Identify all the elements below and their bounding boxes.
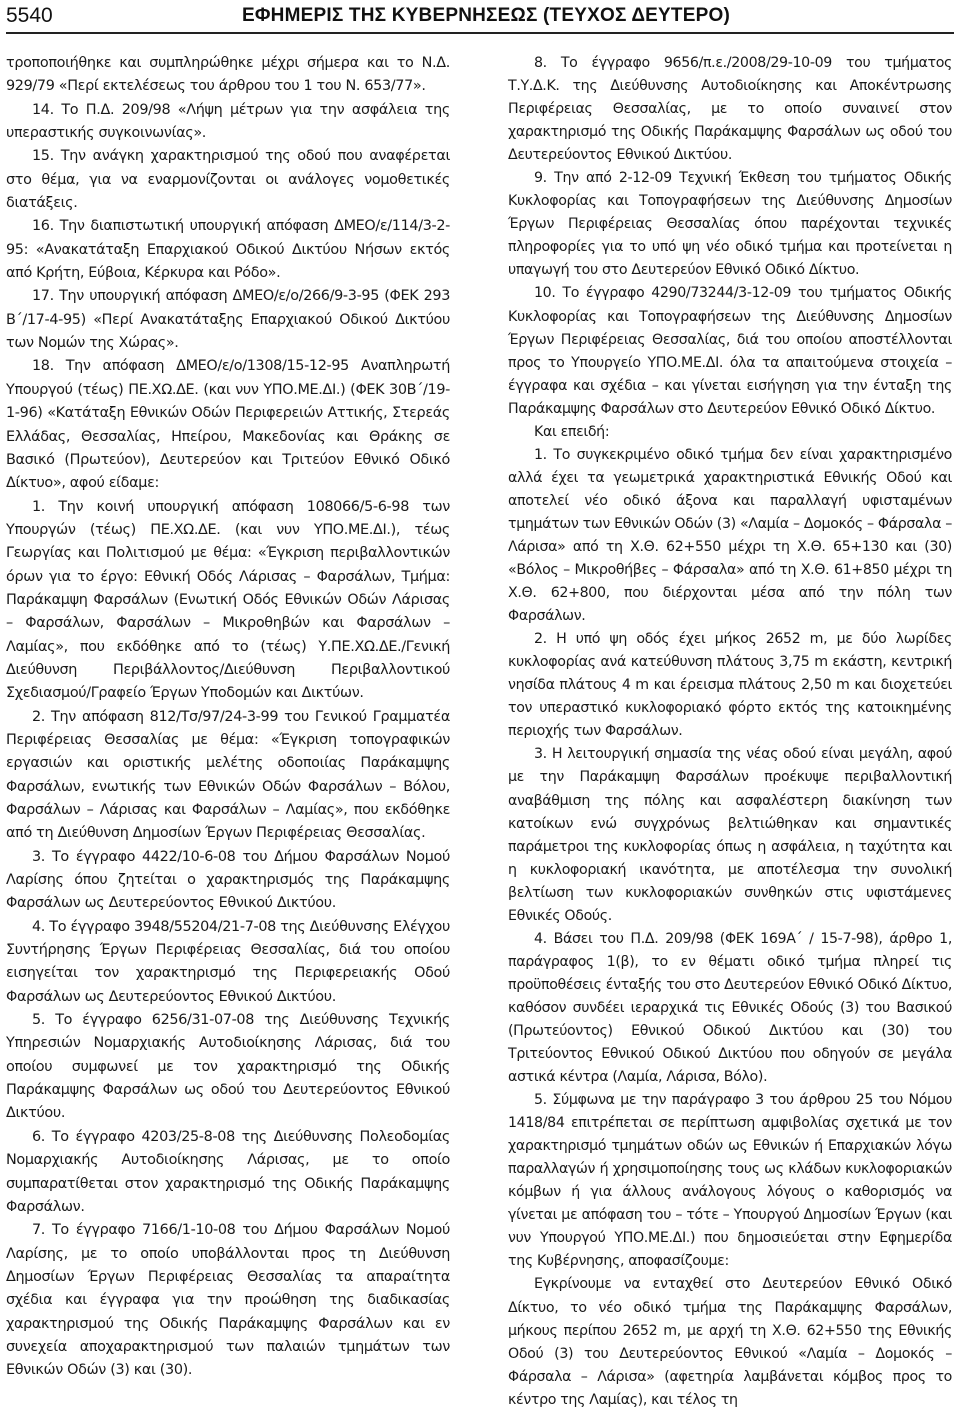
paragraph: 15. Την ανάγκη χαρακτηρισμού της οδού που αναφέρεται στο θέμα, για να εναρμονίζονται οι ανάλογες νομοθετικές διατάξεις.	[6, 148, 450, 212]
paragraph: 7. Το έγγραφο 7166/1-10-08 του Δήμου Φαρσάλων Νομού Λαρίσης, με το οποίο υποβάλλονται προς τη Διεύθυνση Δημοσίων Έργων Περιφέρειας Θεσσαλίας τα απαραίτητα σχέδια και έγγραφα για την προώθηση της διαδικασίας χαρακτηρισμού της Οδικής Παράκαμψης Φαρσάλων και εν συνεχεία αποχαρακτηρισμού των παλαιών τμημάτων των Εθνικών Οδών (3) και (30).	[6, 1222, 450, 1379]
left-column	[6, 52, 450, 1383]
paragraph: 8. Το έγγραφο 9656/π.ε./2008/29-10-09 του τμήματος Τ.Υ.Δ.Κ. της Διεύθυνσης Αυτοδιοίκησης και Αποκέντρωσης Περιφέρειας Θεσσαλίας, με το οποίο συναινεί στον χαρακτηρισμό της Οδικής Παράκαμψης Φαρσάλων ως οδού του Δευτερεύοντος Εθνικού Δικτύου.	[508, 55, 952, 164]
paragraph: 17. Την υπουργική απόφαση ΔΜΕΟ/ε/ο/266/9-3-95 (ΦΕΚ 293 Β΄/17-4-95) «Περί Ανακατάταξης Επαρχιακού Οδικού Δικτύου των Νομών της Χώρας».	[6, 288, 450, 352]
paragraph: 1. Την κοινή υπουργική απόφαση 108066/5-6-98 των Υπουργών (τέως) ΠΕ.ΧΩ.ΔΕ. (και νυν ΥΠΟ.ΜΕ.ΔΙ.), τέως Γεωργίας και Πολιτισμού με θέμα: «Έγκριση περιβαλλοντικών όρων για το έργο: Εθνική Οδός Λάρισας – Φαρσάλων, Τμήμα: Παράκαμψη Φαρσάλων (Ενωτική Οδός Εθνικών Οδών Λάρισας – Φαρσάλων, Φαρσάλων – Μικροθηβών και Φαρσάλων – Λαμίας», που εκδόθηκε από το (τέως) Υ.ΠΕ.ΧΩ.ΔΕ./Γενική Διεύθυνση Περιβάλλοντος/Διεύθυνση Περιβαλλοντικού Σχεδιασμού/Γραφείο Έργων Υποδομών και Δικτύων.	[6, 498, 450, 702]
paragraph: 3. Η λειτουργική σημασία της νέας οδού είναι μεγάλη, αφού με την Παράκαμψη Φαρσάλων προέκυψε περιβαλλοντική αναβάθμιση της πόλης και ασφαλέστερη διακίνηση των κατοίκων ενώ συγχρόνως βελτιώθηκαν και σημαντικές παράμετροι της κυκλοφορίας όπως η ασφάλεια, η ταχύτητα και η κυκλοφοριακή ικανότητα, με αποτέλεσμα την συνολική βελτίωση των κυκλοφοριακών συνθηκών στις υφιστάμενες Εθνικές Οδούς.	[508, 746, 952, 924]
paragraph: 4. Το έγγραφο 3948/55204/21-7-08 της Διεύθυνσης Ελέγχου Συντήρησης Έργων Περιφέρειας Θεσσαλίας, διά του οποίου εισηγείται τον χαρακτηρισμό της Περιφερειακής Οδού Φαρσάλων ως Δευτερεύοντος Εθνικού Δικτύου.	[6, 918, 450, 1005]
paragraph: 4. Βάσει του Π.Δ. 209/98 (ΦΕΚ 169Α΄ / 15-7-98), άρθρο 1, παράγραφος 1(β), το εν θέματι οδικό τμήμα πληρεί τις προϋποθέσεις ένταξής του στο Δευτερεύον Εθνικό Οδικό Δίκτυο, καθόσον συνδέει ιεραρχικά τις Εθνικές Οδούς (3) του Βασικού (Πρωτεύοντος) Εθνικού Οδικού Δικτύου και (30) του Τριτεύοντος Εθνικού Οδικού Δικτύου που οδηγούν σε μεγάλα αστικά κέντρα (Λαμία, Λάρισα, Βόλο).	[508, 930, 952, 1086]
paragraph: 5. Σύμφωνα με την παράγραφο 3 του άρθρου 25 του Νόμου 1418/84 επιτρέπεται σε περίπτωση αμφιβολίας σχετικά με τον χαρακτηρισμό τμημάτων οδών ως Εθνικών ή Επαρχιακών λόγω παραλλαγών ή χρησιμοποίησης τους ως κλάδων κυκλοφοριακών κόμβων ή για άλλους ανάλογους λόγους ο καθορισμός να γίνεται με απόφαση του – τότε – Υπουργού Δημοσίων Έργων (και νυν Υπουργού ΥΠΟ.ΜΕ.ΔΙ.) που δημοσιεύεται στην Εφημερίδα της Κυβέρνησης, αποφασίζουμε:	[508, 1092, 952, 1270]
paragraph: 18. Την απόφαση ΔΜΕΟ/ε/ο/1308/15-12-95 Αναπληρωτή Υπουργού (τέως) ΠΕ.ΧΩ.ΔΕ. (και νυν ΥΠΟ.ΜΕ.ΔΙ.) (ΦΕΚ 30Β΄/19-1-96) «Κατάταξη Εθνικών Οδών Περιφερειών Αττικής, Στερεάς Ελλάδας, Θεσσαλίας, Ηπείρου, Μακεδονίας και Θράκης σε Βασικό (Πρωτεύον), Δευτερεύον και Τριτεύον Εθνικό Οδικό Δίκτυο», αφού είδαμε:	[6, 358, 450, 492]
paragraph: τροποποιήθηκε και συμπληρώθηκε μέχρι σήμερα και το Ν.Δ. 929/79 «Περί εκτελέσεως του άρθρου του 1 του Ν. 653/77».	[6, 55, 450, 95]
gazette-title: ΕΦΗΜΕΡΙΣ ΤΗΣ ΚΥΒΕΡΝΗΣΕΩΣ (ΤΕΥΧΟΣ ΔΕΥΤΕΡΟ)	[242, 5, 730, 26]
paragraph: 5. Το έγγραφο 6256/31-07-08 της Διεύθυνσης Τεχνικής Υπηρεσιών Νομαρχιακής Αυτοδιοίκησης Λάρισας, διά του οποίου συμφωνεί με τον χαρακτηρισμό της Οδικής Παράκαμψης Φαρσάλων ως οδού του Δευτερεύοντος Εθνικού Δικτύου.	[6, 1012, 450, 1122]
page-header	[6, 2, 954, 34]
paragraph: 1. Το συγκεκριμένο οδικό τμήμα δεν είναι χαρακτηρισμένο αλλά έχει τα γεωμετρικά χαρακτηριστικά Εθνικής Οδού και αποτελεί νέο οδικό άξονα και παραλλαγή υφισταμένων τμημάτων των Εθνικών Οδών (3) «Λαμία – Δομοκός – Φάρσαλα – Λάρισα» από τη Χ.Θ. 62+550 μέχρι τη Χ.Θ. 65+130 και (30) «Βόλος – Μικροθήβες – Φάρσαλα» από τη Χ.Θ. 61+850 μέχρι τη Χ.Θ. 62+800, που διέρχονται μέσα από την πόλη των Φαρσάλων.	[508, 446, 952, 625]
paragraph: 6. Το έγγραφο 4203/25-8-08 της Διεύθυνσης Πολεοδομίας Νομαρχιακής Αυτοδιοίκησης Λάρισας, με το οποίο συμπαρατίθεται στον χαρακτηρισμό της Οδικής Παράκαμψης Φαρσάλων.	[6, 1128, 450, 1215]
paragraph: 14. Το Π.Δ. 209/98 «Λήψη μέτρων για την ασφάλεια της υπεραστικής συγκοινωνίας».	[6, 101, 450, 142]
right-column	[508, 52, 952, 1412]
paragraph: 2. Η υπό ψη οδός έχει μήκος 2652 m, με δύο λωρίδες κυκλοφορίας ανά κατεύθυνση πλάτους 3,75 m εκάστη, κεντρική νησίδα πλάτους 4 m και έρεισμα πλάτους 2,50 m και διοχετεύει τον υπεραστικό κυκλοφοριακό φόρτο εκτός της κατοικημένης περιοχής των Φαρσάλων.	[508, 631, 952, 740]
paragraph: 3. Το έγγραφο 4422/10-6-08 του Δήμου Φαρσάλων Νομού Λαρίσης όπου ζητείται ο χαρακτηρισμός της Παράκαμψης Φαρσάλων ως Δευτερεύοντος Εθνικού Δικτύου.	[6, 848, 450, 912]
paragraph: 10. Το έγγραφο 4290/73244/3-12-09 του τμήματος Οδικής Κυκλοφορίας και Τοπογραφήσεων της Διεύθυνσης Δημοσίων Έργων Περιφέρειας Θεσσαλίας, διά του οποίου αποστέλλονται προς το Υπουργείο ΥΠΟ.ΜΕ.ΔΙ. όλα τα απαιτούμενα στοιχεία – έγγραφα και σχέδια – και γίνεται εισήγηση για την ένταξη της Παράκαμψης Φαρσάλων στο Δευτερεύον Εθνικό Οδικό Δίκτυο.	[508, 285, 952, 417]
paragraph: Εγκρίνουμε να ενταχθεί στο Δευτερεύον Εθνικό Οδικό Δίκτυο, το νέο οδικό τμήμα της Παράκαμψης Φαρσάλων, μήκους περίπου 2652 m, με αρχή τη Χ.Θ. 62+550 της Εθνικής Οδού (3) του Δευτερεύοντος Εθνικού «Λαμία – Δομοκός – Φάρσαλα – Λάρισα» (αφετηρία λαμβάνεται κόμβος προς το κέντρο της Λαμίας), και τέλος τη	[508, 1276, 952, 1408]
paragraph: 16. Την διαπιστωτική υπουργική απόφαση ΔΜΕΟ/ε/114/3-2-95: «Ανακατάταξη Επαρχιακού Οδικού Δικτύου Νήσων εκτός από Κρήτη, Εύβοια, Κέρκυρα και Ρόδο».	[6, 218, 450, 282]
paragraph: 2. Την απόφαση 812/Τσ/97/24-3-99 του Γενικού Γραμματέα Περιφέρειας Θεσσαλίας με θέμα: «Έγκριση τοπογραφικών εργασιών και οριστικής μελέτης οδοποιίας Παράκαμψης Φαρσάλων, ενωτικής των Εθνικών Οδών Φαρσάλων – Βόλου, Φαρσάλων – Λάρισας και Φαρσάλων – Λαμίας», που εκδόθηκε από τη Διεύθυνση Δημοσίων Έργων Περιφέρειας Θεσσαλίας.	[6, 708, 450, 842]
page-number: 5540	[6, 4, 53, 27]
paragraph: 9. Την από 2-12-09 Τεχνική Έκθεση του τμήματος Οδικής Κυκλοφορίας και Τοπογραφήσεων της Διεύθυνσης Δημοσίων Έργων Περιφέρειας Θεσσαλίας όπου παρέχονται τεχνικές πληροφορίες για το υπό ψη νέο οδικό τμήμα και προτείνεται η υπαγωγή του στο Δευτερεύον Εθνικό Οδικό Δίκτυο.	[508, 170, 952, 279]
paragraph: Και επειδή:	[534, 423, 610, 440]
